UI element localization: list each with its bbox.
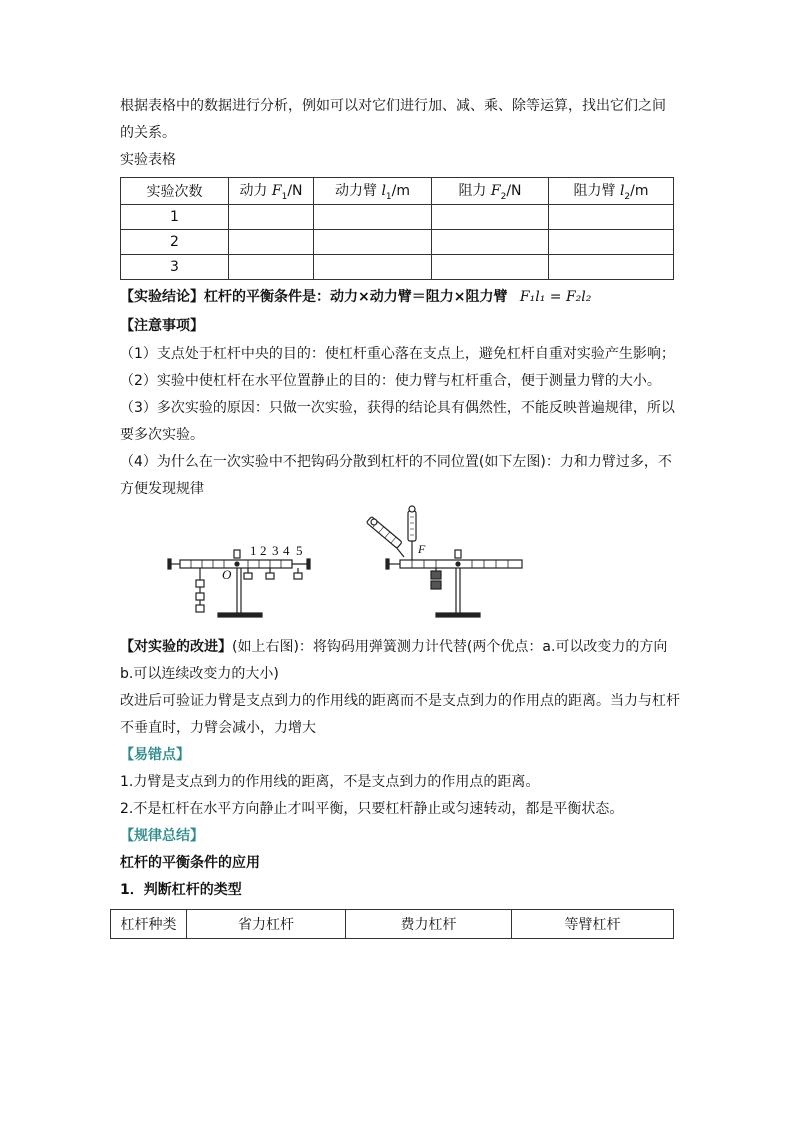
experiment-table [120,177,674,280]
conclusion-text: 杠杆的平衡条件是：动力×动力臂＝阻力×阻力臂 [204,289,508,305]
position-label: 4 [283,543,290,558]
table-caption: 实验表格 [120,152,176,168]
lever-type-cell: 等臂杠杆 [512,910,674,939]
note-3: （3）多次实验的原因：只做一次实验，获得的结论具有偶然性，不能反映普遍规律，所以要多次实验。 [120,400,675,443]
intro-paragraph: 根据表格中的数据进行分析，例如可以对它们进行加、减、乘、除等运算，找出它们之间的关系。 [120,98,666,141]
improvement-note: 改进后可验证力臂是支点到力的作用线的距离而不是支点到力的作用点的距离。当力与杠杆不垂直时，力臂会减小，力增大 [120,693,680,736]
mistakes-title: 【易错点】 [120,747,190,763]
lever-type-table [110,909,674,939]
trial-number: 2 [121,230,229,255]
mistake-1: 1.力臂是支点到力的作用线的距离，不是支点到力的作用点的距离。 [120,774,540,790]
lever-type-cell: 费力杠杆 [346,910,512,939]
note-1: （1）支点处于杠杆中央的目的：使杠杆重心落在支点上，避免杠杆自重对实验产生影响； [120,346,675,362]
note-2: （2）实验中使杠杆在水平位置静止的目的：使力臂与杠杆重合，便于测量力臂的大小。 [120,373,661,389]
pivot-label: O [222,567,232,582]
summary-item: 1．判断杠杆的类型 [120,882,242,898]
lever-type-header: 杠杆种类 [111,910,187,939]
table-row [121,230,674,255]
conclusion [120,284,720,311]
summary-title: 【规律总结】 [120,828,204,844]
improvement [120,634,680,688]
improvement-label: 【对实验的改进】 [120,639,232,655]
position-label: 5 [296,543,303,558]
note-4: （4）为什么在一次实验中不把钩码分散到杠杆的不同位置(如下左图)：力和力臂过多，不方便发现规律 [120,454,672,497]
trial-number: 1 [121,205,229,230]
conclusion-label: 【实验结论】 [120,289,204,305]
trial-number: 3 [121,255,229,280]
conclusion-formula: F₁l₁ = F₂l₂ [519,289,592,305]
table-row [121,205,674,230]
lever-figure [160,505,540,625]
header-l2: 阻力臂 $l_2/m$ [549,178,674,205]
position-label: 2 [260,543,267,558]
header-f1: 动力 $F_1/N$ [229,178,314,205]
improvement-text: (如上右图)：将钩码用弹簧测力计代替(两个优点：a.可以改变力的方向 b.可以连续改变力的大小) [120,639,668,682]
table-row [121,255,674,280]
right-lever-diagram [366,506,522,617]
lever-type-cell: 省力杠杆 [187,910,346,939]
header-f2: 阻力 $F_2/N$ [432,178,549,205]
left-lever-diagram [168,550,310,617]
mistake-2: 2.不是杠杆在水平方向静止才叫平衡，只要杠杆静止或匀速转动，都是平衡状态。 [120,801,624,817]
header-l1: 动力臂 $l_1/m$ [314,178,432,205]
position-label: 1 [250,543,257,558]
summary-heading: 杠杆的平衡条件的应用 [120,855,260,871]
force-label: F [418,542,426,556]
notes-title: 【注意事项】 [120,318,204,334]
position-label: 3 [272,543,279,558]
header-trial: 实验次数 [121,178,229,205]
